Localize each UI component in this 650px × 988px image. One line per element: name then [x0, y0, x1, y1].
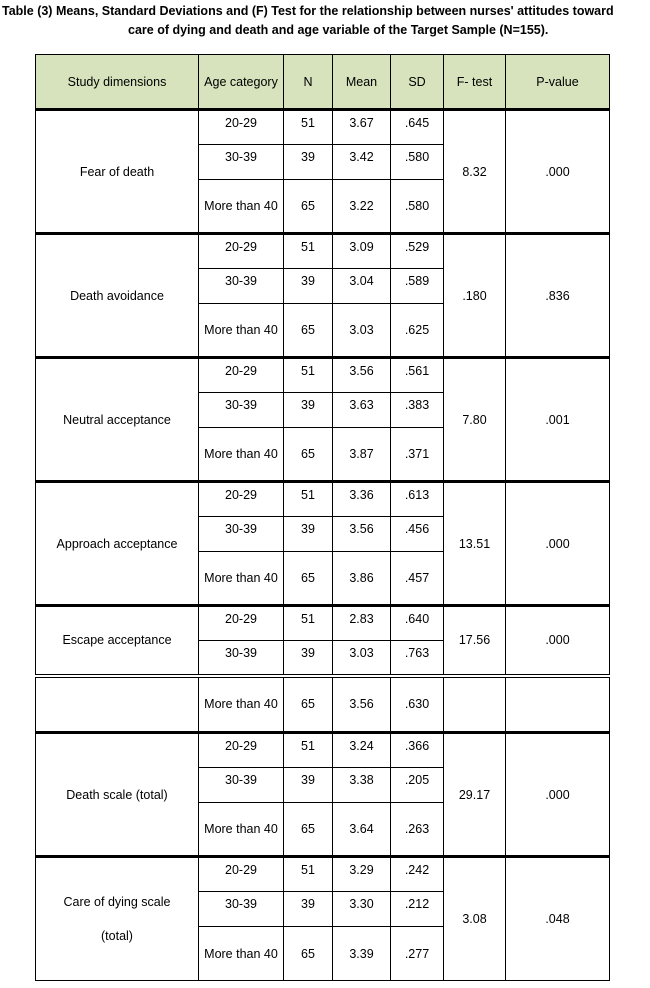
sd-cell: .763	[391, 641, 444, 676]
f-test-cell: 17.56	[444, 606, 506, 676]
n-cell: 65	[284, 428, 333, 482]
p-value-cell: .000	[506, 606, 610, 676]
sd-cell: .529	[391, 234, 444, 269]
mean-cell: 3.56	[333, 358, 391, 393]
header-f: F- test	[444, 55, 506, 110]
n-cell: 65	[284, 803, 333, 857]
sd-cell: .457	[391, 552, 444, 606]
age-cell: 30-39	[199, 269, 284, 304]
sd-cell: .366	[391, 733, 444, 768]
sd-cell: .630	[391, 676, 444, 733]
dimension-cell: Death scale (total)	[36, 733, 199, 857]
n-cell: 39	[284, 517, 333, 552]
n-cell: 65	[284, 180, 333, 234]
p-value-cell: .836	[506, 234, 610, 358]
dimension-cell: Fear of death	[36, 110, 199, 234]
header-n: N	[284, 55, 333, 110]
header-row	[36, 55, 610, 110]
p-value-cell: .000	[506, 110, 610, 234]
age-cell: More than 40	[199, 180, 284, 234]
f-test-cell: 29.17	[444, 733, 506, 857]
mean-cell: 3.22	[333, 180, 391, 234]
f-test-cell: 7.80	[444, 358, 506, 482]
mean-cell: 3.56	[333, 676, 391, 733]
age-cell: 30-39	[199, 892, 284, 927]
age-cell: 30-39	[199, 145, 284, 180]
age-cell: 20-29	[199, 482, 284, 517]
mean-cell: 3.24	[333, 733, 391, 768]
n-cell: 65	[284, 304, 333, 358]
sd-cell: .212	[391, 892, 444, 927]
n-cell: 65	[284, 676, 333, 733]
table-body	[36, 110, 610, 981]
mean-cell: 3.86	[333, 552, 391, 606]
age-cell: 20-29	[199, 358, 284, 393]
f-test-cell	[444, 676, 506, 733]
results-table	[35, 54, 610, 981]
dimension-cell	[36, 676, 199, 733]
n-cell: 39	[284, 145, 333, 180]
sd-cell: .456	[391, 517, 444, 552]
f-test-cell: 8.32	[444, 110, 506, 234]
dimension-cell: Neutral acceptance	[36, 358, 199, 482]
age-cell: 30-39	[199, 768, 284, 803]
table-row	[36, 733, 610, 768]
sd-cell: .580	[391, 180, 444, 234]
p-value-cell: .000	[506, 733, 610, 857]
sd-cell: .561	[391, 358, 444, 393]
table-row	[36, 857, 610, 892]
mean-cell: 3.04	[333, 269, 391, 304]
mean-cell: 3.87	[333, 428, 391, 482]
n-cell: 65	[284, 552, 333, 606]
mean-cell: 3.64	[333, 803, 391, 857]
sd-cell: .625	[391, 304, 444, 358]
table-caption	[0, 0, 650, 50]
n-cell: 51	[284, 482, 333, 517]
header-p: P-value	[506, 55, 610, 110]
n-cell: 51	[284, 733, 333, 768]
age-cell: 20-29	[199, 606, 284, 641]
p-value-cell: .048	[506, 857, 610, 981]
dimension-cell: Escape acceptance	[36, 606, 199, 676]
age-cell: More than 40	[199, 803, 284, 857]
n-cell: 51	[284, 110, 333, 145]
sd-cell: .263	[391, 803, 444, 857]
mean-cell: 3.03	[333, 304, 391, 358]
n-cell: 39	[284, 641, 333, 676]
mean-cell: 3.38	[333, 768, 391, 803]
p-value-cell: .000	[506, 482, 610, 606]
f-test-cell: 3.08	[444, 857, 506, 981]
header-sd: SD	[391, 55, 444, 110]
f-test-cell: .180	[444, 234, 506, 358]
table-row	[36, 358, 610, 393]
table-row	[36, 234, 610, 269]
sd-cell: .580	[391, 145, 444, 180]
age-cell: 20-29	[199, 110, 284, 145]
caption-line-1: Table (3) Means, Standard Deviations and (F) Test for the relationship between nurses' attitudes toward	[2, 4, 614, 18]
sd-cell: .589	[391, 269, 444, 304]
age-cell: More than 40	[199, 927, 284, 981]
table-row	[36, 110, 610, 145]
n-cell: 65	[284, 927, 333, 981]
dimension-cell: Death avoidance	[36, 234, 199, 358]
f-test-cell: 13.51	[444, 482, 506, 606]
age-cell: 20-29	[199, 857, 284, 892]
caption-line-2: care of dying and death and age variable of the Target Sample (N=155).	[128, 23, 549, 37]
age-cell: More than 40	[199, 552, 284, 606]
sd-cell: .640	[391, 606, 444, 641]
age-cell: 30-39	[199, 517, 284, 552]
p-value-cell	[506, 676, 610, 733]
sd-cell: .205	[391, 768, 444, 803]
age-cell: 20-29	[199, 234, 284, 269]
mean-cell: 3.29	[333, 857, 391, 892]
table-row	[36, 676, 610, 733]
header-mean: Mean	[333, 55, 391, 110]
mean-cell: 3.03	[333, 641, 391, 676]
sd-cell: .613	[391, 482, 444, 517]
age-cell: More than 40	[199, 676, 284, 733]
sd-cell: .371	[391, 428, 444, 482]
mean-cell: 3.09	[333, 234, 391, 269]
dimension-cell: Approach acceptance	[36, 482, 199, 606]
mean-cell: 3.39	[333, 927, 391, 981]
dimension-cell: Care of dying scale (total)	[36, 857, 199, 981]
p-value-cell: .001	[506, 358, 610, 482]
age-cell: 30-39	[199, 641, 284, 676]
table-row	[36, 606, 610, 641]
n-cell: 51	[284, 234, 333, 269]
mean-cell: 3.42	[333, 145, 391, 180]
sd-cell: .277	[391, 927, 444, 981]
age-cell: More than 40	[199, 428, 284, 482]
header-age: Age category	[199, 55, 284, 110]
sd-cell: .645	[391, 110, 444, 145]
n-cell: 39	[284, 768, 333, 803]
age-cell: More than 40	[199, 304, 284, 358]
mean-cell: 3.56	[333, 517, 391, 552]
mean-cell: 3.36	[333, 482, 391, 517]
n-cell: 51	[284, 358, 333, 393]
age-cell: 30-39	[199, 393, 284, 428]
n-cell: 51	[284, 606, 333, 641]
mean-cell: 3.67	[333, 110, 391, 145]
mean-cell: 2.83	[333, 606, 391, 641]
n-cell: 51	[284, 857, 333, 892]
mean-cell: 3.63	[333, 393, 391, 428]
table-row	[36, 482, 610, 517]
mean-cell: 3.30	[333, 892, 391, 927]
header-dimension: Study dimensions	[36, 55, 199, 110]
n-cell: 39	[284, 269, 333, 304]
age-cell: 20-29	[199, 733, 284, 768]
n-cell: 39	[284, 892, 333, 927]
sd-cell: .383	[391, 393, 444, 428]
n-cell: 39	[284, 393, 333, 428]
sd-cell: .242	[391, 857, 444, 892]
